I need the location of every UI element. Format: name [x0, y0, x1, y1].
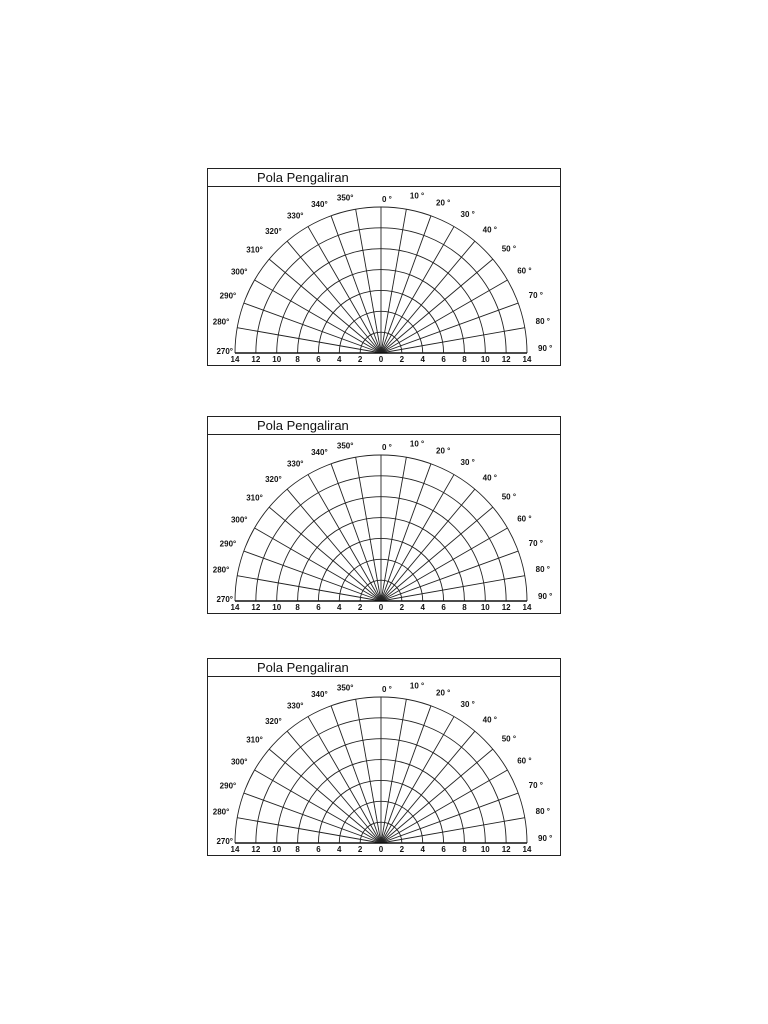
radial-label: 2 — [399, 355, 405, 364]
angle-label: 70 ° — [528, 780, 543, 790]
angle-label: 40 ° — [482, 473, 497, 483]
angle-label: 50 ° — [501, 244, 517, 254]
angle-label: 330° — [286, 701, 304, 711]
radial-label: 6 — [441, 355, 446, 364]
radial-label: 6 — [441, 603, 446, 612]
angle-label: 270° — [216, 595, 233, 604]
angle-label: 90 ° — [538, 592, 553, 601]
angle-label: 10 ° — [409, 191, 425, 201]
radial-label: 10 — [272, 355, 282, 364]
angle-label: 350° — [336, 683, 354, 693]
angle-label: 30 ° — [460, 457, 475, 467]
radial-label: 6 — [316, 845, 321, 854]
angle-label: 0 ° — [382, 195, 392, 204]
angle-label: 300° — [230, 515, 248, 525]
radial-label: 12 — [501, 845, 511, 854]
radial-label: 12 — [251, 355, 261, 364]
angle-label: 340° — [311, 200, 328, 210]
angle-label: 50 ° — [501, 734, 517, 744]
angle-label: 280° — [212, 565, 230, 575]
radial-label: 4 — [420, 603, 425, 612]
radial-label: 2 — [399, 603, 405, 612]
radial-label: 4 — [420, 845, 425, 854]
radial-label: 14 — [230, 355, 240, 364]
angle-label: 280° — [212, 807, 230, 817]
radial-label: 12 — [251, 845, 261, 854]
radial-label: 12 — [501, 355, 511, 364]
angle-label: 90 ° — [538, 344, 553, 353]
angle-label: 320° — [265, 716, 282, 726]
radial-label: 14 — [522, 845, 532, 854]
angle-label: 20 ° — [436, 688, 451, 698]
angle-label: 300° — [230, 267, 248, 277]
radial-label: 12 — [501, 603, 511, 612]
radial-label: 8 — [462, 845, 467, 854]
radial-label: 4 — [337, 845, 342, 854]
polar-grid — [208, 677, 560, 855]
angle-label: 30 ° — [460, 209, 475, 219]
radial-label: 14 — [522, 355, 532, 364]
angle-label: 40 ° — [482, 715, 497, 725]
angle-label: 0 ° — [382, 685, 392, 694]
angle-label: 40 ° — [482, 225, 497, 235]
radial-label: 14 — [522, 603, 532, 612]
radial-label: 14 — [230, 603, 240, 612]
angle-label: 30 ° — [460, 699, 475, 709]
angle-label: 300° — [230, 757, 248, 767]
angle-label: 320° — [265, 226, 282, 236]
angle-label: 10 ° — [409, 439, 425, 449]
angle-label: 350° — [336, 193, 354, 203]
angle-label: 280° — [212, 317, 230, 327]
radial-label: 6 — [441, 845, 446, 854]
angle-label: 60 ° — [517, 266, 532, 276]
angle-label: 0 ° — [382, 443, 392, 452]
radial-label: 2 — [357, 845, 363, 854]
radial-label: 4 — [337, 355, 342, 364]
angle-label: 320° — [265, 474, 282, 484]
angle-label: 340° — [311, 448, 328, 458]
radial-label: 10 — [480, 603, 490, 612]
polar-chart-panel-1 — [207, 168, 561, 366]
radial-label: 8 — [295, 603, 300, 612]
angle-label: 20 ° — [436, 446, 451, 456]
radial-label: 10 — [272, 603, 282, 612]
radial-label: 12 — [251, 603, 261, 612]
angle-label: 50 ° — [501, 492, 517, 502]
angle-label: 80 ° — [535, 807, 550, 817]
radial-label: 4 — [420, 355, 425, 364]
angle-label: 270° — [216, 347, 233, 356]
radial-label: 10 — [480, 845, 490, 854]
panel-title: Pola Pengaliran — [257, 418, 349, 433]
angle-label: 310° — [246, 245, 263, 255]
angle-label: 20 ° — [436, 198, 451, 208]
radial-label: 0 — [378, 603, 384, 612]
angle-label: 330° — [286, 211, 304, 221]
angle-label: 290° — [219, 781, 237, 791]
radial-label: 10 — [272, 845, 282, 854]
radial-label: 8 — [295, 355, 300, 364]
radial-label: 6 — [316, 603, 321, 612]
angle-label: 290° — [219, 539, 237, 549]
radial-label: 0 — [378, 355, 384, 364]
angle-label: 70 ° — [528, 290, 543, 300]
radial-label: 10 — [480, 355, 490, 364]
panel-title: Pola Pengaliran — [257, 170, 349, 185]
angle-label: 80 ° — [535, 317, 550, 327]
radial-label: 2 — [357, 355, 363, 364]
panel-title-bar — [208, 659, 560, 677]
angle-label: 60 ° — [517, 514, 532, 524]
polar-grid — [208, 187, 560, 365]
polar-chart-panel-3 — [207, 658, 561, 856]
radial-label: 2 — [357, 603, 363, 612]
angle-label: 80 ° — [535, 565, 550, 575]
angle-label: 330° — [286, 459, 304, 469]
radial-label: 8 — [295, 845, 300, 854]
polar-grid — [208, 435, 560, 613]
angle-label: 90 ° — [538, 834, 553, 843]
radial-label: 14 — [230, 845, 240, 854]
angle-label: 70 ° — [528, 538, 543, 548]
panel-title-bar — [208, 417, 560, 435]
polar-chart-panel-2 — [207, 416, 561, 614]
angle-label: 290° — [219, 291, 237, 301]
angle-label: 270° — [216, 837, 233, 846]
radial-label: 8 — [462, 603, 467, 612]
angle-label: 310° — [246, 735, 263, 745]
angle-label: 60 ° — [517, 756, 532, 766]
angle-label: 310° — [246, 493, 263, 503]
radial-label: 6 — [316, 355, 321, 364]
angle-label: 350° — [336, 441, 354, 451]
radial-label: 0 — [378, 845, 384, 854]
radial-label: 8 — [462, 355, 467, 364]
radial-label: 2 — [399, 845, 405, 854]
angle-label: 10 ° — [409, 681, 425, 691]
radial-label: 4 — [337, 603, 342, 612]
angle-label: 340° — [311, 690, 328, 700]
panel-title-bar — [208, 169, 560, 187]
panel-title: Pola Pengaliran — [257, 660, 349, 675]
